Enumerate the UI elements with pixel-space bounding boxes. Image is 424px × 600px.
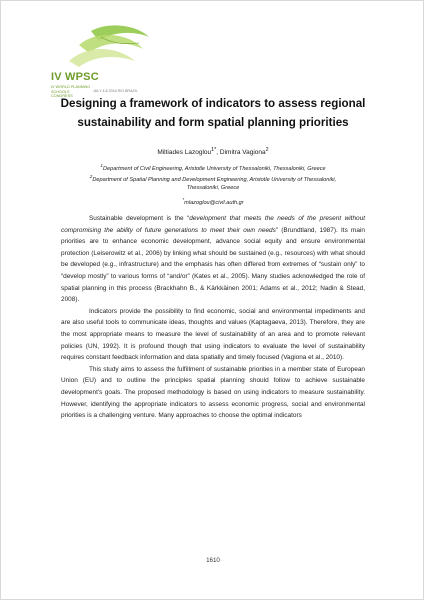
paragraph-1-quote: development that meets the needs of the present without compromising the ability of future generations to meet their own needs — [61, 215, 365, 234]
author-list — [1, 147, 424, 156]
leaf-swirl-icon — [39, 23, 159, 73]
page-number: 1610 — [206, 557, 220, 564]
corresponding-email — [39, 196, 387, 207]
title-line-2: sustainability and form spatial planning priorities — [77, 116, 349, 129]
paragraph-1-start: Sustainable development is the “ — [89, 215, 190, 222]
author-2-mark: 2 — [265, 147, 269, 153]
title-line-1: Designing a framework of indicators to assess regional — [60, 97, 366, 110]
paragraph-3: This study aims to assess the fulfillment of sustainable priorities in a member state of European Union (EU) and to outline the principles spatial planning should follow to achieve sustainable development's goals. The proposed methodology is based on using indicators to measure sustainability. However, identifying the appropriate indicators to assess economic progress, social and environmental priorities is a challenging venture. Many approaches to choose the optimal indicators — [61, 365, 365, 420]
affiliation-2-city: Thessaloniki, Greece — [186, 184, 240, 191]
author-1-mark: 1* — [211, 147, 217, 153]
paper-title — [31, 94, 395, 132]
affiliation-1-text: Department of Civil Engineering, Aristotle University of Thessaloniki, Thessaloniki, Greece — [102, 165, 326, 172]
affiliation-2-mark: 2 — [89, 174, 93, 179]
affiliation-2 — [39, 173, 387, 192]
logo-title: IV WPSC — [51, 71, 99, 83]
logo-tagline: JULY 4-8 2016 RIO BRAZIL — [93, 89, 138, 93]
paragraph-2: Indicators provide the possibility to find economic, social and environmental impediments and are also useful tools to communicate ideas, thoughts and values (Kaptagaeva, 2013). Therefore, they are the most appropriate means to measure the level of sustainability of an area and to promote relevant policies (UN, 1992). It is profound though that using indicators to evaluate the level of sustainability requires constant feedback information and data spatially and timely focused (Vagiona et al., 2010). — [61, 307, 365, 362]
author-separator: , Dimitra Vagiona — [216, 149, 266, 157]
affiliation-1 — [39, 162, 387, 173]
body-text — [61, 213, 365, 422]
paragraph-1 — [61, 213, 365, 306]
congress-logo — [39, 23, 159, 99]
author-1: Miltiades Lazoglou — [157, 149, 212, 157]
affiliation-1-mark: 1 — [100, 163, 103, 168]
email-text: mlazoglou@civil.auth.gr — [184, 199, 244, 206]
email-mark: * — [182, 197, 185, 202]
logo-subtitle: IV WORLD PLANNING SCHOOLS CONGRESS — [51, 85, 91, 99]
affiliation-2-text: Department of Spatial Planning and Development Engineering, Aristotle University of Thessaloniki, — [92, 176, 337, 183]
paragraph-1-rest: ” (Brundtland, 1987). Its main priorities are to enhance economic development, advance social equity and ensure environmental protection (Leiserowitz et al., 2006) by linking what should be sustained (e.g., resources) with what should be developed (e.g., infrastructure) and the emphasis has often differed from extremes of “sustain only” to “develop mostly” to various forms of “and/or” (Kates et al., 2005). Many studies acknowledged the role of spatial planning in this process (Brackhahn B., & Kärkkäinen 2001; Adams et al., 2012; Nadin & Stead, 2008). — [61, 226, 365, 304]
